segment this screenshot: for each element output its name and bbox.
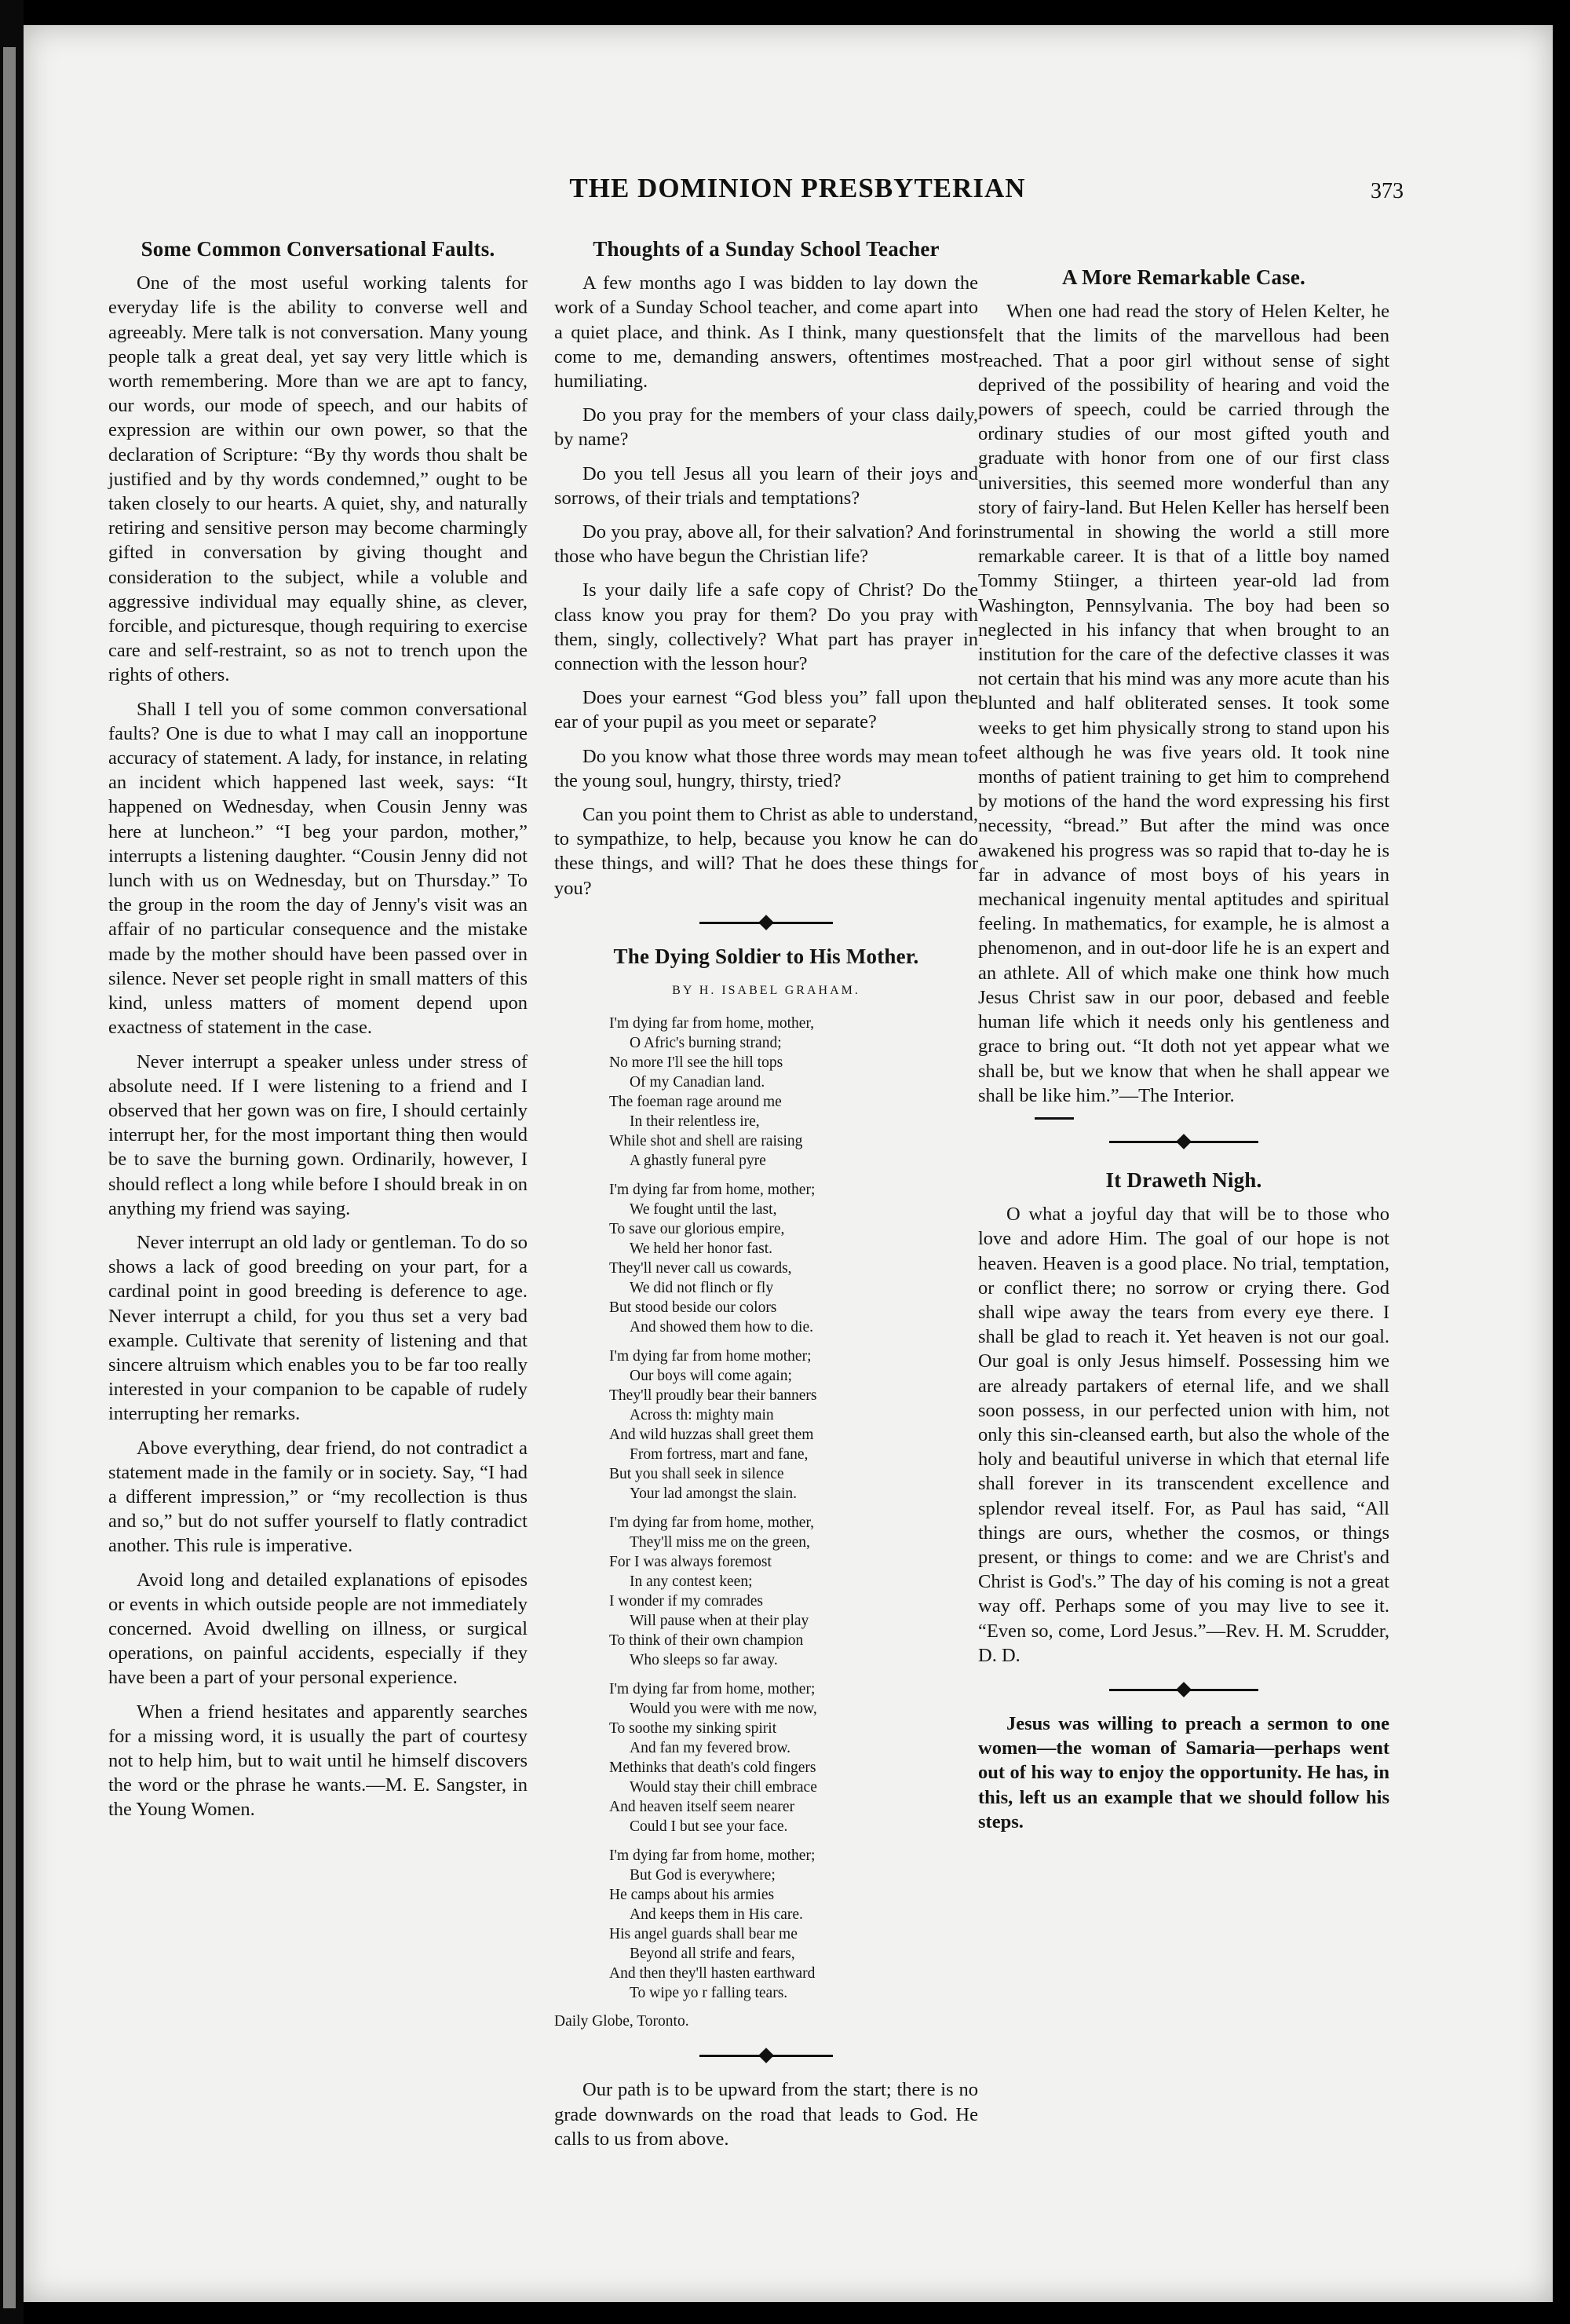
poem-line: Of my Canadian land. bbox=[630, 1074, 765, 1091]
article-paragraph: Does your earnest “God bless you” fall upon the ear of your pupil as you meet or separate? bbox=[554, 687, 978, 733]
article-paragraph: Is your daily life a safe copy of Christ? Do the class know you pray for them? Do you pray with them, singly, collectively? What part has prayer in connection with the lesson hour? bbox=[554, 579, 978, 675]
article-paragraph: Do you know what those three words may mean to the young soul, hungry, thirsty, tried? bbox=[554, 745, 978, 791]
poem-line: In any contest keen; bbox=[630, 1573, 753, 1591]
poem-line: And showed them how to die. bbox=[630, 1319, 813, 1336]
article-paragraph: Never interrupt a speaker unless under stress of absolute need. If I were listening to a friend and I observed that her gown was on fire, I should certainly interrupt her, for the most important thing then would be to save the burning gown. Ordinarily, however, I should reflect a long while before I should break in on anything my friend was saying. bbox=[108, 1051, 528, 1219]
poem-line: But you shall seek in silence bbox=[609, 1466, 784, 1483]
section-divider bbox=[1109, 1680, 1258, 1699]
poem-stanza bbox=[609, 1679, 978, 1836]
poem-line: And wild huzzas shall greet them bbox=[609, 1427, 814, 1444]
poem-line: But stood beside our colors bbox=[609, 1299, 777, 1317]
poem-line: From fortress, mart and fane, bbox=[630, 1446, 809, 1463]
article-paragraph: Avoid long and detailed explanations of episodes or events in which outside people are not immediately concerned. Avoid dwelling on illness, or surgical operations, on painful accidents, especially if they have been a part of your personal experience. bbox=[108, 1569, 528, 1689]
section-divider bbox=[1109, 1132, 1258, 1151]
poem-line: Who sleeps so far away. bbox=[630, 1652, 778, 1669]
poem-line: To soothe my sinking spirit bbox=[609, 1720, 777, 1738]
poem-line: But God is everywhere; bbox=[630, 1867, 776, 1884]
poem-line: We fought until the last, bbox=[630, 1201, 777, 1219]
article-paragraph: One of the most useful working talents for everyday life is the ability to converse well and agreeably. Mere talk is not conversation. Many young people talk a great deal, yet say very little which is worth remembering. More than we are apt to fancy, our words, our mode of speech, and our habits of expression are within our own power, so that the declaration of Scripture: “By thy words thou shalt be justified and by thy words condemned,” ought to be taken closely to our hearts. A quiet, shy, and naturally retiring and sensitive person may become charmingly gifted in conversation by giving thought and consideration to the subject, while a voluble and aggressive individual may equally shine, as clever, forcible, and picturesque, though requiring to exercise care and self-restraint, so as not to trench upon the rights of others. bbox=[108, 272, 528, 686]
article-paragraph: When one had read the story of Helen Kelter, he felt that the limits of the marvellous had been reached. That a poor girl without sense of sight deprived of the possibility of hearing and void the powers of speech, could be carried through the ordinary studies of our most gifted youth and graduate with honor from one of our first class universities, this seemed more wonderful than any story of fairy-land. But Helen Keller has herself been instrumental in showing the world a still more remarkable career. It is that of a little boy named Tommy Stiinger, a thirteen year-old lad from Washington, Pennsylvania. The boy had been so neglected in his infancy that when brought to an institution for the care of the defective classes it was not certain that his mind was any more acute than his blunted and half obliterated senses. It took some weeks to get him physically strong to stand upon his feet although he was five years old. It took nine months of patient training to get him to comprehend by motions of the hand the word expressing his first necessity, “bread.” But after the mind was once awakened his progress was so rapid that to-day he is far in advance of most boys of his years in mechanical ingenuity mental aptitudes and spiritual feeling. In mathematics, for example, he is almost a phenomenon, and in out-door life he is an expert and an athlete. All of which make one think how much Jesus Christ saw in our poor, debased and feeble human life which it needs only his gentleness and grace to bring out. “It doth not yet appear what we shall be, but we know that when he shall appear we shall be like him.”—The Interior. bbox=[978, 301, 1389, 1106]
article-paragraph: O what a joyful day that will be to those who love and adore Him. The goal of our hope is not heaven. Heaven is a good place. No trial, temptation, or conflict there; no sorrow or crying there. God shall wipe away the tears from every eye there. I shall be glad to reach it. Yet heaven is not our goal. Our goal is only Jesus himself. Possessing him we are already partakers of eternal life, and we shall soon possess, in our perfected union with him, not only this sin-cleansed earth, but also the whole of the holy and beautiful universe in which that eternal life shall forever in its transcendent excellence and splendor reveal itself. For, as Paul has said, “All things are ours, whether the cosmos, or things present, or things to come: and we are Christ's and Christ is God's.” The day of his coming is not a great way off. Perhaps some of you may live to see it. “Even so, come, Lord Jesus.”—Rev. H. M. Scrudder, D. D. bbox=[978, 1204, 1389, 1666]
poem-line: Across th: mighty main bbox=[630, 1407, 774, 1424]
article-paragraph: Do you pray, above all, for their salvation? And for those who have begun the Christian life? bbox=[554, 521, 978, 568]
poem-line: And fan my fevered brow. bbox=[630, 1740, 791, 1757]
article-paragraph: Can you point them to Christ as able to understand, to sympathize, to help, because you know he can do these things, and will? That he does these things for you? bbox=[554, 804, 978, 899]
section-divider bbox=[699, 2046, 833, 2065]
poem-line: Would stay their chill embrace bbox=[630, 1779, 817, 1796]
poem bbox=[609, 1014, 978, 2003]
poem-line: They'll miss me on the green, bbox=[630, 1534, 810, 1551]
poem-line: To wipe yo r falling tears. bbox=[630, 1985, 788, 2002]
newspaper-page bbox=[24, 25, 1553, 2302]
poem-source: Daily Globe, Toronto. bbox=[554, 2013, 689, 2030]
poem-line: I'm dying far from home, mother; bbox=[609, 1182, 816, 1199]
poem-line: Beyond all strife and fears, bbox=[630, 1946, 795, 1963]
poem-line: I'm dying far from home mother; bbox=[609, 1348, 812, 1365]
poem-line: We did not flinch or fly bbox=[630, 1280, 774, 1297]
poem-line: In their relentless ire, bbox=[630, 1113, 760, 1131]
poem-stanza bbox=[609, 1014, 978, 1171]
article-paragraph: Shall I tell you of some common conversational faults? One is due to what I may call an inopportune accuracy of statement. A lady, for instance, in relating an incident which happened last week, says: “It happened on Wednesday, when Cousin Jenny was here at luncheon.” “I beg your pardon, mother,” interrupts a listening daughter. “Cousin Jenny did not lunch with us on Wednesday, but on Thursday.” To the group in the room the day of Jenny's visit was an affair of no particular consequence and the mistake made by the mother should have been passed over in silence. Never set people right in small matters of this kind, unless matters of moment depend upon exactness of statement in the case. bbox=[108, 698, 528, 1039]
poem-line: Would you were with me now, bbox=[630, 1701, 817, 1718]
poem-line: I'm dying far from home, mother, bbox=[609, 1515, 815, 1532]
poem-line: Our boys will come again; bbox=[630, 1368, 792, 1385]
poem-line: Could I but see your face. bbox=[630, 1818, 788, 1836]
article-title: A More Remarkable Case. bbox=[1061, 265, 1306, 289]
article-paragraph: Do you pray for the members of your class daily, by name? bbox=[554, 404, 978, 451]
poem-line: For I was always foremost bbox=[609, 1554, 772, 1571]
section-divider bbox=[699, 913, 833, 932]
poem-title: The Dying Soldier to His Mother. bbox=[613, 944, 919, 968]
poem-line: They'll never call us cowards, bbox=[609, 1260, 792, 1277]
poem-line: I wonder if my comrades bbox=[609, 1593, 764, 1610]
column-1 bbox=[108, 237, 528, 1832]
article-title: Thoughts of a Sunday School Teacher bbox=[593, 237, 940, 261]
article-title: It Draweth Nigh. bbox=[1105, 1167, 1262, 1192]
poem-line: They'll proudly bear their banners bbox=[609, 1387, 817, 1405]
poem-line: And then they'll hasten earthward bbox=[609, 1965, 816, 1982]
column-2 bbox=[554, 237, 978, 2161]
poem-line: While shot and shell are raising bbox=[609, 1133, 803, 1150]
poem-line: To think of their own champion bbox=[609, 1632, 804, 1650]
column-3 bbox=[978, 237, 1389, 1843]
masthead: THE DOMINION PRESBYTERIAN bbox=[569, 173, 1026, 203]
article-paragraph: Above everything, dear friend, do not contradict a statement made in the family or in society. Say, “I had a different impression,” or “my recollection is thus and so,” but do not suffer yourself to flatly contradict another. This rule is imperative. bbox=[108, 1437, 528, 1557]
poem-line: He camps about his armies bbox=[609, 1887, 775, 1904]
poem-line: O Afric's burning strand; bbox=[630, 1035, 782, 1052]
article-paragraph: When a friend hesitates and apparently searches for a missing word, it is usually the part of courtesy not to help him, but to wait until he himself discovers the word or the phrase he wants.—M. E. Sangster, in the Young Women. bbox=[108, 1701, 528, 1821]
poem-line: His angel guards shall bear me bbox=[609, 1926, 798, 1943]
poem-line: And heaven itself seem nearer bbox=[609, 1799, 795, 1816]
poem-line: Methinks that death's cold fingers bbox=[609, 1759, 816, 1777]
page-number: 373 bbox=[1371, 179, 1404, 203]
poem-line: No more I'll see the hill tops bbox=[609, 1054, 783, 1072]
poem-line: And keeps them in His care. bbox=[630, 1906, 803, 1924]
poem-line: Will pause when at their play bbox=[630, 1613, 809, 1630]
article-paragraph: A few months ago I was bidden to lay down the work of a Sunday School teacher, and come apart into a quiet place, and think. As I think, many questions come to me, demanding answers, oftentimes most humiliating. bbox=[554, 272, 978, 393]
poem-stanza bbox=[609, 1180, 978, 1337]
poem-stanza bbox=[609, 1846, 978, 2003]
short-rule bbox=[1035, 1117, 1074, 1120]
article-title: Some Common Conversational Faults. bbox=[141, 237, 495, 261]
poem-line: The foeman rage around me bbox=[609, 1094, 782, 1111]
poem-line: Your lad amongst the slain. bbox=[630, 1485, 798, 1503]
closing-paragraph: Our path is to be upward from the start; there is no grade downwards on the road that leads to God. He calls to us from above. bbox=[554, 2079, 978, 2150]
poem-line: A ghastly funeral pyre bbox=[630, 1153, 766, 1170]
poem-line: To save our glorious empire, bbox=[609, 1221, 785, 1238]
article-paragraph: Do you tell Jesus all you learn of their joys and sorrows, of their trials and temptations? bbox=[554, 462, 978, 509]
poem-stanza bbox=[609, 1347, 978, 1504]
poem-line: We held her honor fast. bbox=[630, 1241, 772, 1258]
book-spine bbox=[3, 47, 16, 2308]
poem-stanza bbox=[609, 1513, 978, 1670]
poem-line: I'm dying far from home, mother; bbox=[609, 1681, 816, 1698]
page-edge bbox=[0, 0, 24, 2324]
poem-line: I'm dying far from home, mother, bbox=[609, 1015, 815, 1032]
poem-line: I'm dying far from home, mother; bbox=[609, 1847, 816, 1865]
article-paragraph: Never interrupt an old lady or gentleman. To do so shows a lack of good breeding on your part, for a cardinal point in good breeding is deference to age. Never interrupt a child, for you thus set a very bad example. Cultivate that serenity of listening and that sincere altruism which enables you to be far too really interested in your companion to be capable of rudely interrupting her remarks. bbox=[108, 1231, 528, 1425]
poem-byline: BY H. ISABEL GRAHAM. bbox=[672, 984, 860, 998]
closing-paragraph: Jesus was willing to preach a sermon to one women—the woman of Samaria—perhaps went out of his way to enjoy the opportunity. He has, in this, left us an example that we should follow his steps. bbox=[978, 1712, 1389, 1833]
